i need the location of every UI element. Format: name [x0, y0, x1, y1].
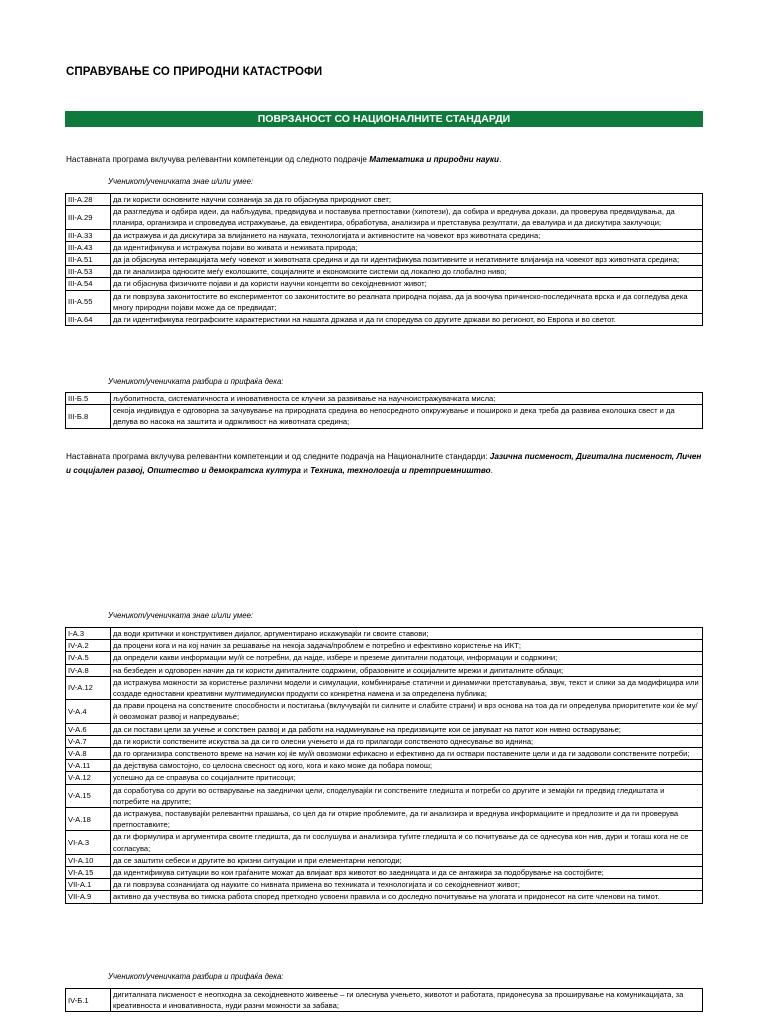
- standard-code: VI-А.15: [66, 867, 111, 879]
- standard-text: да ги користи основните научни сознанија за да го објаснува природниот свет;: [111, 194, 703, 206]
- standard-text: да ги поврзува сознанијата од науките со нивната примена во техниката и технологијата и со секојдневниот живот;: [111, 879, 703, 891]
- standard-code: III-А.53: [66, 266, 111, 278]
- standard-row: [66, 891, 703, 903]
- standards-table-3: [65, 627, 703, 904]
- standard-code: VII-А.1: [66, 879, 111, 891]
- standard-text: да ја објаснува интеракцијата меѓу човекот и животната средина и да ги идентификува позитивните и негативните влијанија на човекот врз животната средина;: [111, 254, 703, 266]
- standard-text: да идентификува ситуации во кои граѓаните можат да влијаат врз животот во заедницата и да се ангажира за подобрување на состојбите;: [111, 867, 703, 879]
- standard-code: IV-А.8: [66, 664, 111, 676]
- standard-row: [66, 867, 703, 879]
- standards-table-1: [65, 193, 703, 326]
- standard-code: III-А.33: [66, 229, 111, 241]
- standard-code: V-А.7: [66, 735, 111, 747]
- intro2-joiner: и: [300, 466, 311, 475]
- standard-row: [66, 989, 703, 1012]
- standard-code: III-А.29: [66, 206, 111, 229]
- standard-code: V-А.18: [66, 808, 111, 831]
- standard-code: III-Б.8: [66, 405, 111, 428]
- standard-row: [66, 254, 703, 266]
- page-title: СПРАВУВАЊЕ СО ПРИРОДНИ КАТАСТРОФИ: [66, 66, 323, 78]
- knows-label-1: Ученикот/ученичката знае и/или умее:: [108, 177, 254, 186]
- standard-code: I-А.3: [66, 628, 111, 640]
- standards-table-4: [65, 988, 703, 1012]
- standard-code: VII-А.9: [66, 891, 111, 903]
- intro2-areas-a: Јазична писменост, Дигитална писменост, Личен и социјален развој, Општество и демократска култура: [66, 452, 702, 475]
- standard-row: [66, 194, 703, 206]
- intro1-area: Математика и природни науки: [369, 155, 500, 164]
- standard-row: [66, 290, 703, 313]
- understands-label-1: Ученикот/ученичката разбира и прифаќа дека:: [108, 377, 284, 386]
- standard-row: [66, 831, 703, 854]
- intro1-prefix: Наставната програма вклучува релевантни компетенции од следното подрачје: [66, 155, 370, 164]
- standard-row: [66, 278, 703, 290]
- standard-text: да ги формулира и аргументира своите гледишта, да ги сослушува и анализира туѓите гледишта и со почитување да се однесува кон нив, дури и тогаш кога не се согласува;: [111, 831, 703, 854]
- standard-text: да ги објаснува физичките појави и да користи научни концепти во секојдневниот живот;: [111, 278, 703, 290]
- standard-text: успешно да се справува со социјалните притисоци;: [111, 772, 703, 784]
- understands-label-2: Ученикот/ученичката разбира и прифаќа дека:: [108, 972, 284, 981]
- standard-row: [66, 735, 703, 747]
- standard-text: да ги користи сопствените искуства за да си го олесни учењето и да го прилагоди сопственото однесување во иднина;: [111, 735, 703, 747]
- standard-code: III-А.51: [66, 254, 111, 266]
- standard-row: [66, 652, 703, 664]
- standard-code: III-Б.5: [66, 393, 111, 405]
- standard-text: активно да учествува во тимска работа според претходно усвоени правила и со доследно почитување на улогата и придонесот на сите членови на тимот.: [111, 891, 703, 903]
- standard-code: VI-А.10: [66, 854, 111, 866]
- intro1-suffix: .: [499, 155, 502, 164]
- standard-code: IV-А.12: [66, 676, 111, 699]
- intro2-prefix: Наставната програма вклучува релевантни компетенции и од следните подрачја на Националните стандарди:: [66, 452, 490, 461]
- standard-code: III-А.55: [66, 290, 111, 313]
- standard-row: [66, 808, 703, 831]
- section-heading: ПОВРЗАНОСТ СО НАЦИОНАЛНИТЕ СТАНДАРДИ: [65, 111, 703, 127]
- standard-text: да дејствува самостојно, со целосна свесност од кого, кога и како може да побара помош;: [111, 760, 703, 772]
- standard-row: [66, 405, 703, 428]
- standard-text: секоја индивидуа е одговорна за зачувување на природната средина во непосредното опкружување и пошироко и дека треба да развива еколошка свест и да делува во насока на заштита и одржливост на животната средина;: [111, 405, 703, 428]
- intro2-suffix: .: [490, 466, 493, 475]
- intro-paragraph-2: [66, 450, 706, 478]
- standard-text: да истражува, поставувајќи релевантни прашања, со цел да ги открие проблемите, да ги анализира и вреднува информациите и предлозите и да ги проверува претпоставките;: [111, 808, 703, 831]
- standard-text: да се заштити себеси и другите во кризни ситуации и при елементарни непогоди;: [111, 854, 703, 866]
- standard-code: III-А.64: [66, 314, 111, 326]
- standard-text: да определи какви информации му/ѝ се потребни, да најде, избере и преземе дигитални податоци, информации и содржини;: [111, 652, 703, 664]
- standard-code: V-А.8: [66, 748, 111, 760]
- standards-table-2: [65, 392, 703, 429]
- standard-text: да ги анализира односите меѓу еколошките, социјалните и економските системи од локално до глобално ниво;: [111, 266, 703, 278]
- standard-row: [66, 723, 703, 735]
- intro-paragraph-1: [66, 153, 706, 167]
- standard-text: да разгледува и одбира идеи, да набљудува, предвидува и поставува претпоставки (хипотези), да собира и вреднува докази, да проверува предвидувања, да планира, организира и спроведува истражување, да евидентира, обработува, анализира и претставува резултати, да евалуира и да дискутира заклучоци;: [111, 206, 703, 229]
- standard-code: III-А.43: [66, 241, 111, 253]
- standard-row: [66, 314, 703, 326]
- standard-text: да идентификува и истражува појави во живата и неживата природа;: [111, 241, 703, 253]
- standard-text: да процени кога и на кој начин за решавање на некоја задача/проблем е потребно и ефективно користење на ИКТ;: [111, 640, 703, 652]
- standard-code: IV-А.2: [66, 640, 111, 652]
- standard-text: да ги идентификува географските карактеристики на нашата држава и да ги споредува со другите држави во регионот, во Европа и во светот.: [111, 314, 703, 326]
- standard-text: дигиталната писменост е неопходна за секојдневното живеење – ги олеснува учењето, животот и работата, придонесува за проширување на комуникацијата, за креативноста и иновативноста, нуди разни можности за забава;: [111, 989, 703, 1012]
- intro2-areas-b: Техника, технологија и претприемништво: [310, 466, 491, 475]
- standard-code: IV-Б.1: [66, 989, 111, 1012]
- standard-text: на безбеден и одговорен начин да ги користи дигиталните содржини, образовните и социјалните мрежи и дигиталните облаци;: [111, 664, 703, 676]
- standard-row: [66, 241, 703, 253]
- standard-row: [66, 854, 703, 866]
- standard-row: [66, 760, 703, 772]
- standard-code: V-А.4: [66, 700, 111, 723]
- standard-text: да прави процена на сопствените способности и постигања (вклучувајќи ги силните и слабите страни) и врз основа на тоа да ги определува приоритетите кои ќе му/ѝ овозможат развој и напредување;: [111, 700, 703, 723]
- standard-row: [66, 664, 703, 676]
- standard-row: [66, 748, 703, 760]
- standard-row: [66, 206, 703, 229]
- standard-text: да истражува можности за користење различни модели и симулации, комбинирање статични и динамички претставувања, звук, текст и слики за да модифицира или создаде едноставни креативни мултимедиумски продукти со конкретна намена и за определена публика;: [111, 676, 703, 699]
- standard-row: [66, 784, 703, 807]
- standard-code: V-А.6: [66, 723, 111, 735]
- standard-row: [66, 772, 703, 784]
- standard-code: IV-А.5: [66, 652, 111, 664]
- standard-row: [66, 393, 703, 405]
- standard-row: [66, 640, 703, 652]
- standard-code: VI-А.3: [66, 831, 111, 854]
- standard-code: III-А.54: [66, 278, 111, 290]
- standard-text: да соработува со други во остварување на заеднички цели, споделувајќи ги сопствените гледишта и потреби со другите и земајќи ги предвид гледиштата и потребите на другите;: [111, 784, 703, 807]
- standard-text: да ги поврзува законитостите во експериментот со законитостите во реалната природна појава, да ја воочува причинско-последичната врска и да согледува дека многу природни појави може да се предвидат;: [111, 290, 703, 313]
- standard-row: [66, 628, 703, 640]
- standard-code: III-А.28: [66, 194, 111, 206]
- standard-code: V-А.12: [66, 772, 111, 784]
- knows-label-2: Ученикот/ученичката знае и/или умее:: [108, 611, 254, 620]
- standard-row: [66, 229, 703, 241]
- standard-text: да го организира сопственото време на начин кој ќе му/ѝ овозможи ефикасно и ефективно да ги оствари поставените цели и да ги задоволи сопствените потреби;: [111, 748, 703, 760]
- standard-text: љубопитноста, систематичноста и иновативноста се клучни за развивање на научноистражувачката мисла;: [111, 393, 703, 405]
- standard-text: да си постави цели за учење и сопствен развој и да работи на надминување на предизвиците кои се јавуваат на патот кон нивно остварување;: [111, 723, 703, 735]
- standard-code: V-А.11: [66, 760, 111, 772]
- standard-row: [66, 266, 703, 278]
- standard-row: [66, 879, 703, 891]
- standard-code: V-А.15: [66, 784, 111, 807]
- standard-text: да истражува и да дискутира за влијанието на науката, технологијата и активностите на човекот врз животната средина;: [111, 229, 703, 241]
- standard-text: да води критички и конструктивен дијалог, аргументирано искажувајќи ги своите ставови;: [111, 628, 703, 640]
- standard-row: [66, 676, 703, 699]
- standard-row: [66, 700, 703, 723]
